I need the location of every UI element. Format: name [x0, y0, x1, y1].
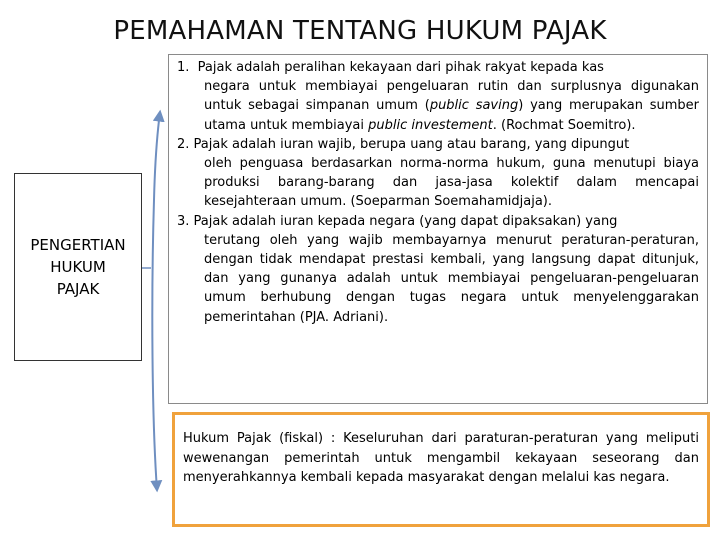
definition-item — [177, 135, 699, 212]
definition-head — [177, 212, 699, 231]
definition-head-text: Pajak adalah iuran wajib, berupa uang atau barang, yang dipungut — [193, 136, 630, 152]
pengertian-label-line: PAJAK — [56, 280, 100, 298]
definition-italic-term: public saving — [429, 98, 519, 114]
definition-number: 1. — [177, 60, 190, 75]
definition-body: terutang oleh yang wajib membayarnya menurut peraturan-peraturan, dengan tidak mendapat prestasi kembali, yang langsung dapat ditunjuk, dan yang gunanya adalah untuk membiayai pengeluaran-pengeluaran umum berhubung dengan tugas negara untuk menyelenggarakan pemerintahan (PJA. Adriani). — [204, 232, 699, 325]
definition-item — [177, 212, 699, 327]
fiscal-definition-box — [172, 412, 710, 527]
definition-head — [177, 135, 699, 154]
definition-body-text: ) yang merupakan sumber utama untuk membiayai — [204, 98, 699, 133]
definition-body-text: . (Rochmat Soemitro). — [492, 117, 636, 133]
definition-body — [177, 77, 699, 135]
slide-title: PEMAHAMAN TENTANG HUKUM PAJAK — [113, 16, 607, 46]
definition-body-text: negara untuk membiayai pengeluaran rutin dan surplusnya digunakan untuk sebagai simpanan umum ( — [204, 79, 699, 114]
definition-item — [177, 58, 699, 135]
definitions-box — [168, 54, 708, 404]
definition-head — [177, 58, 699, 77]
definition-head-text: Pajak adalah peralihan kekayaan dari pihak rakyat kepada kas — [197, 60, 604, 75]
definition-number: 2. — [177, 136, 190, 152]
definition-head-text: Pajak adalah iuran kepada negara (yang dapat dipaksakan) yang — [193, 213, 618, 229]
pengertian-label-line: HUKUM — [50, 258, 106, 276]
pengertian-label-line: PENGERTIAN — [30, 236, 126, 254]
pengertian-box — [14, 173, 142, 361]
definition-number: 3. — [177, 213, 190, 229]
pengertian-label — [30, 234, 125, 300]
connector-line — [152, 112, 160, 490]
fiscal-definition-text: Hukum Pajak (fiskal) : Keseluruhan dari paraturan-peraturan yang meliputi wewenangan pemerintah untuk mengambil kekayaan seseorang dan menyerahkannya kembali kepada masyarakat dengan melalui kas negara. — [183, 431, 699, 485]
definition-body: oleh penguasa berdasarkan norma-norma hukum, guna menutupi biaya produksi barang-barang dan jasa-jasa kolektif dalam mencapai kesejahteraan umum. (Soeparman Soemahamidjaja). — [204, 156, 699, 210]
definition-italic-term: public investement — [368, 117, 493, 133]
